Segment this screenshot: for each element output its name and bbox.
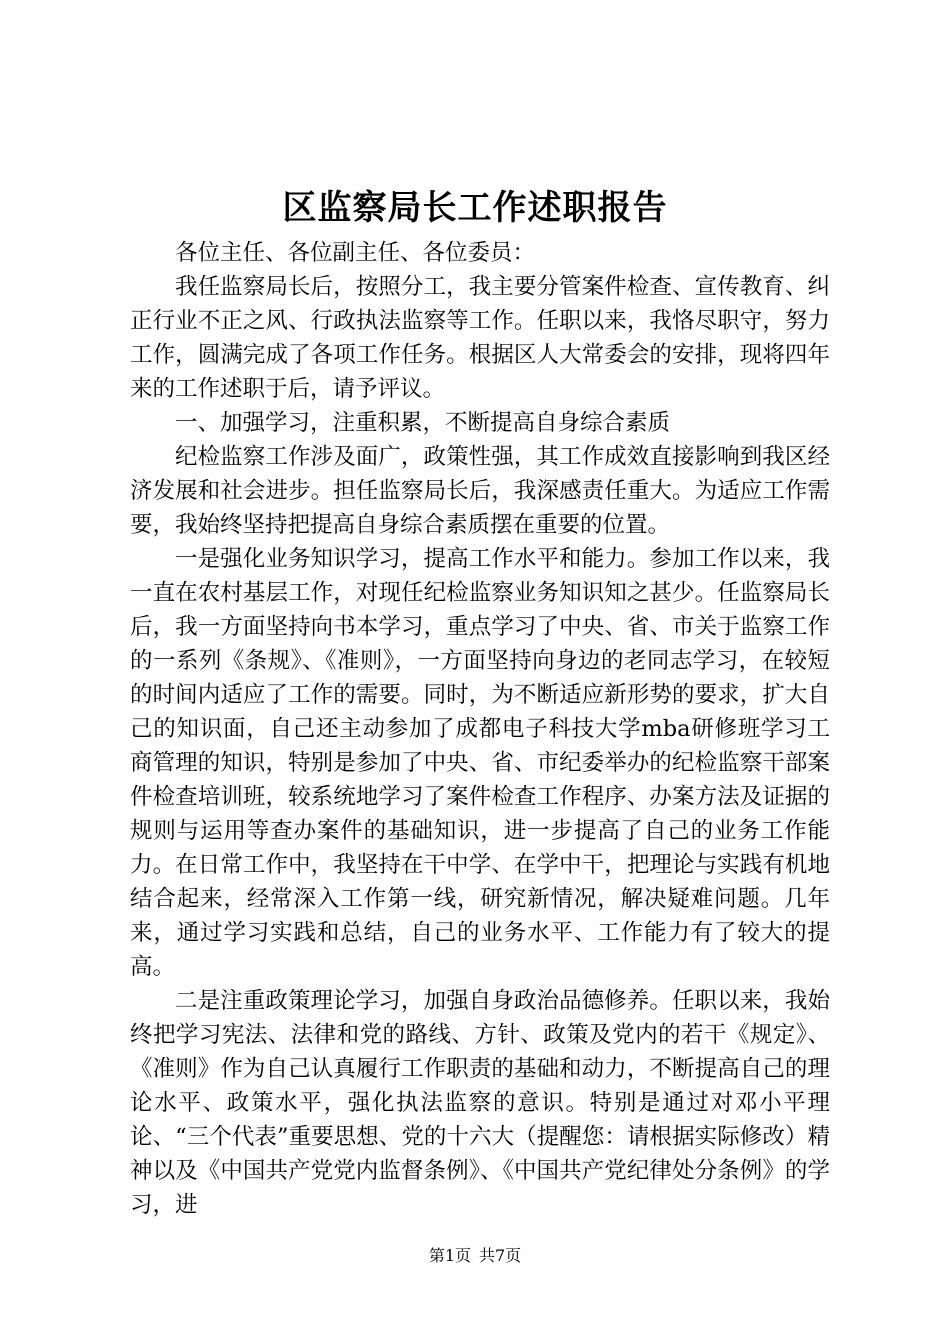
document-body <box>130 236 830 1222</box>
page-total: 共7页 <box>479 1246 522 1265</box>
body-paragraph: 纪检监察工作涉及面广，政策性强，其工作成效直接影响到我区经济发展和社会进步。担任监察局长后，我深感责任重大。为适应工作需要，我始终坚持把提高自身综合素质摆在重要的位置。 <box>130 444 830 538</box>
page-footer <box>0 1244 950 1268</box>
body-paragraph: 二是注重政策理论学习，加强自身政治品德修养。任职以来，我始终把学习宪法、法律和党的路线、方针、政策及党内的若干《规定》、《准则》作为自己认真履行工作职责的基础和动力，不断提高自己的理论水平、政策水平，强化执法监察的意识。特别是通过对邓小平理论、“三个代表”重要思想、党的十六大（提醒您：请根据实际修改）精神以及《中国共产党党内监督条例》、《中国共产党纪律处分条例》的学习，进 <box>130 988 830 1218</box>
intro-paragraph: 我任监察局长后，按照分工，我主要分管案件检查、宣传教育、纠正行业不正之风、行政执法监察等工作。任职以来，我恪尽职守，努力工作，圆满完成了各项工作任务。根据区人大常委会的安排，现将四年来的工作述职于后，请予评议。 <box>130 274 830 402</box>
section-heading: 一、加强学习，注重积累，不断提高自身综合素质 <box>175 410 671 436</box>
salutation-paragraph: 各位主任、各位副主任、各位委员： <box>175 240 536 266</box>
document-title: 区监察局长工作述职报告 <box>282 188 668 228</box>
body-paragraph: 一是强化业务知识学习，提高工作水平和能力。参加工作以来，我一直在农村基层工作，对现任纪检监察业务知识知之甚少。任监察局长后，我一方面坚持向书本学习，重点学习了中央、省、市关于监察工作的一系列《条规》、《准则》，一方面坚持向身边的老同志学习，在较短的时间内适应了工作的需要。同时，为不断适应新形势的要求，扩大自己的知识面，自己还主动参加了成都电子科技大学mba研修班学习工商管理的知识，特别是参加了中央、省、市纪委举办的纪检监察干部案件检查培训班，较系统地学习了案件检查工作程序、办案方法及证据的规则与运用等查办案件的基础知识，进一步提高了自己的业务工作能力。在日常工作中，我坚持在干中学、在学中干，把理论与实践有机地结合起来，经常深入工作第一线，研究新情况，解决疑难问题。几年来，通过学习实践和总结，自己的业务水平、工作能力有了较大的提高。 <box>130 546 830 980</box>
page-number: 第1页 <box>428 1246 471 1265</box>
